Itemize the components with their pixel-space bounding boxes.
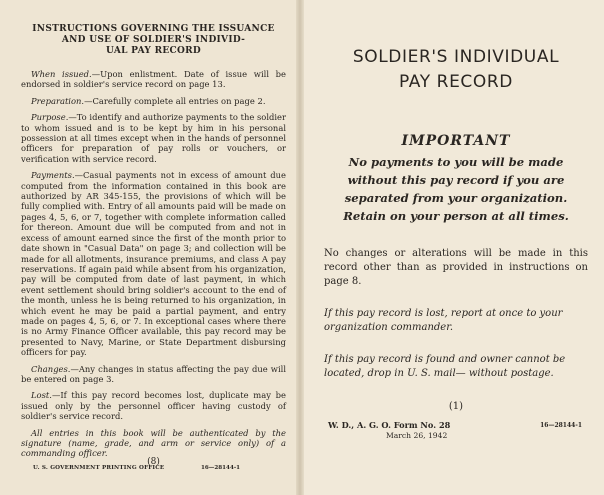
form-date: March 26, 1942 <box>386 431 448 440</box>
page-fold <box>296 0 304 495</box>
section-text: —Upon enlistment. Date of issue will be endorsed in soldier's service record on page 13. <box>21 69 286 90</box>
payment-warning: No payments to you will be made without this pay record if you are separated from your organization. Retain on your person at all times. <box>343 155 569 223</box>
record-title: SOLDIER'S INDIVIDUAL PAY RECORD <box>352 47 560 92</box>
lost-note: If this pay record is lost, report at once to your organization commander. <box>324 308 563 333</box>
section-purpose <box>21 112 286 164</box>
cover-page <box>300 0 604 495</box>
section-payments <box>21 170 286 357</box>
important-heading: IMPORTANT <box>401 133 511 149</box>
authentication-note: All entries in this book will be authenticated by the signature (name, grade, and arm or service only) of a commanding officer. <box>21 427 286 459</box>
section-lead: Changes. <box>31 363 71 374</box>
instructions-title: INSTRUCTIONS GOVERNING THE ISSUANCE AND USE OF SOLDIER'S INDIVID- UAL PAY RECORD <box>32 24 275 56</box>
form-number: W. D., A. G. O. Form No. 28 <box>328 420 451 430</box>
page-number: (8) <box>147 457 160 467</box>
section-lead: Payments. <box>31 170 75 181</box>
section-text: —Carefully complete all entries on page 2. <box>84 95 266 106</box>
section-text: —If this pay record becomes lost, duplicate may be issued only by the personnel officer having custody of soldier's service record. <box>21 390 286 422</box>
section-lead: Preparation. <box>31 95 85 106</box>
page-number: (1) <box>448 401 464 412</box>
section-lead: When issued. <box>31 69 92 79</box>
printing-office: U. S. GOVERNMENT PRINTING OFFICE <box>33 465 165 471</box>
section-lost <box>21 390 286 421</box>
section-when-issued <box>21 69 286 90</box>
section-lead: Lost. <box>31 390 52 401</box>
found-note: If this pay record is found and owner cannot be located, drop in U. S. mail— without postage. <box>324 354 566 379</box>
section-text: —Casual payments not in excess of amount due computed from the information contained in this book are authorized by AR 345-155, the provisions of which will be fully complied with. Entry of all amounts paid will be made on pages 4, 5, 6, or 7, together with complete information called for thereon. Amount due will be computed from and not in excess of amount earned since the first of the month prior to date shown in "Casual Data" on page 3; and collection will be made for all allotments, insurance premiums, and class A pay reservations. If again paid while absent from his organization, pay will be computed from date of last payment, in which event settlement should bring soldier's account to the end of the month, unless he is being returned to his organization, in which event he may be paid a partial payment, and entry made on pages 4, 5, 6, or 7. In exceptional cases where there is no Army Finance Officer available, this pay record may be presented to Navy, Marine, or State Department disbursing officers for pay. <box>21 170 286 358</box>
print-code: 16—28144-1 <box>540 422 582 429</box>
section-lead: Purpose. <box>31 112 69 123</box>
instructions-page <box>0 0 300 495</box>
section-text: —To identify and authorize payments to the soldier to whom issued and is to be kept by him in his personal possession at all times except when in the hands of personnel officers for preparation of pay rolls or vouchers, or verification with service record. <box>21 112 286 164</box>
section-preparation <box>21 96 286 106</box>
right-page-footer <box>324 420 588 450</box>
section-changes <box>21 364 286 385</box>
changes-note: No changes or alterations will be made in this record other than as provided in instructions on page 8. <box>324 248 588 287</box>
print-code: 16—28144-1 <box>201 465 241 471</box>
section-text: —Any changes in status affecting the pay due will be entered on page 3. <box>21 363 286 384</box>
